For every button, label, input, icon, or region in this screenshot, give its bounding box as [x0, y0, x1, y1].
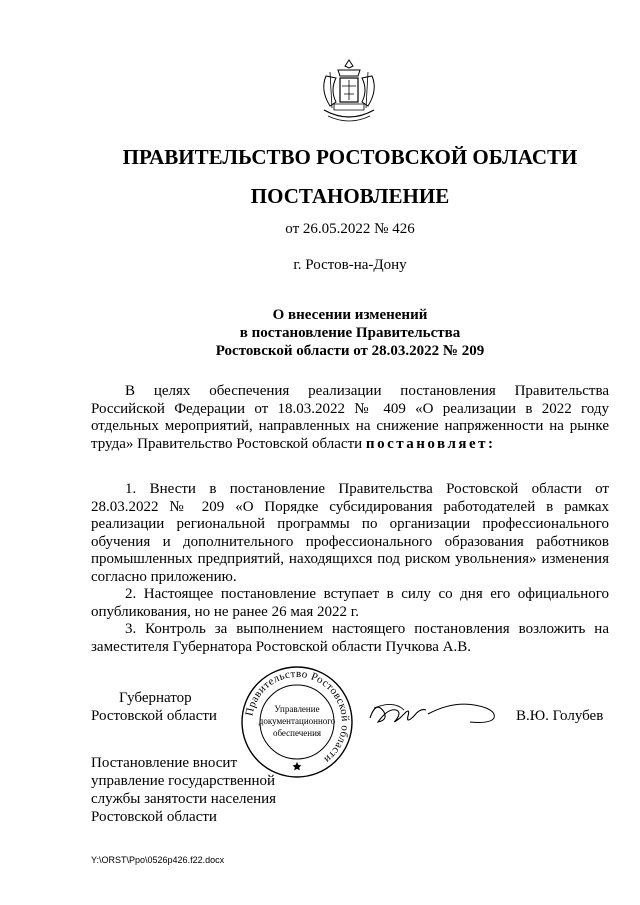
- document-date-number: от 26.05.2022 № 426: [285, 221, 415, 237]
- preamble-text: В целях обеспечения реализации постановления Правительства Российской Федерации от 18.03.2022 № 409 «О реализации в 2022 году отдельных мероприятий, направленных на снижение напряженности на рынке труда» Правительство Ростовской области: [91, 383, 609, 452]
- subject-line: Ростовской области от 28.03.2022 № 209: [215, 343, 485, 359]
- stamp-center-line: обеспечения: [272, 728, 322, 738]
- resolution-item: 2. Настоящее постановление вступает в силу со дня его официального опубликования, но не ранее 26 мая 2022 г.: [91, 586, 609, 620]
- resolution-items: [91, 481, 609, 656]
- resolution-item: 3. Контроль за выполнением настоящего постановления возложить на заместителя Губернатора Ростовской области Пучкова А.В.: [91, 621, 609, 655]
- star-icon: [293, 762, 302, 770]
- organization-title: ПРАВИТЕЛЬСТВО РОСТОВСКОЙ ОБЛАСТИ: [122, 145, 578, 169]
- document-type: ПОСТАНОВЛЕНИЕ: [250, 184, 450, 208]
- resolution-item: 1. Внести в постановление Правительства Ростовской области от 28.03.2022 № 209 «О Порядке субсидирования работодателей в рамках реализации региональной программы по организации профессионального обучения и дополнительного профессионального образования работников промышленных предприятий, находящихся под риском увольнения» изменения согласно приложению.: [91, 481, 609, 585]
- file-path: Y:\ORST\Ppo\0526p426.f22.docx: [91, 855, 225, 865]
- resolves-word: постановляет:: [365, 435, 496, 452]
- stamp-center-line: документационного: [258, 716, 336, 726]
- signatory-title-line: Губернатор: [119, 690, 192, 706]
- signatory-title-line: Ростовской области: [91, 708, 217, 724]
- stamp-center-line: Управление: [274, 704, 320, 714]
- document-subject: [0, 306, 640, 360]
- stamp-ring-text: Правительство Ростовской области: [243, 667, 352, 766]
- document-city: г. Ростов-на-Дону: [293, 257, 407, 273]
- submitter-line: управление государственной: [91, 773, 276, 789]
- coat-of-arms-icon: [318, 58, 380, 128]
- preamble-paragraph: [91, 383, 609, 453]
- submitter-block: [91, 754, 276, 826]
- submitter-line: Ростовской области: [91, 809, 217, 825]
- subject-line: О внесении изменений: [272, 307, 428, 323]
- submitter-line: службы занятости населения: [91, 791, 277, 807]
- submitter-line: Постановление вносит: [91, 755, 238, 771]
- signatory-title: [91, 689, 217, 725]
- subject-line: в постановление Правительства: [239, 325, 461, 341]
- signatory-name: В.Ю. Голубев: [516, 708, 604, 724]
- handwritten-signature: [368, 694, 498, 730]
